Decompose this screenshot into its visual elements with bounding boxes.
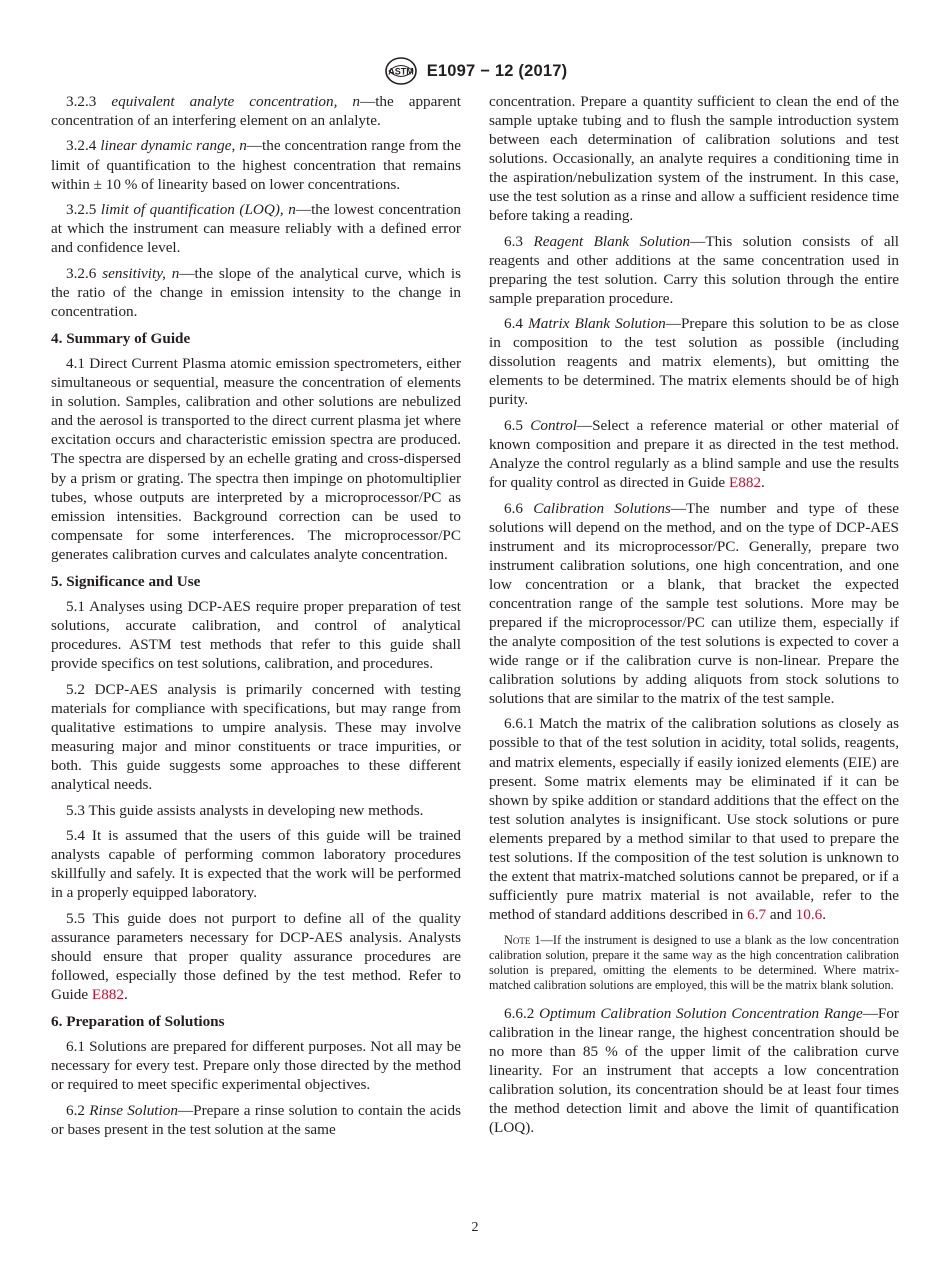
- definition-3-2-4: 3.2.4 linear dynamic range, n—the concentration range from the limit of quantification to the highest concentration that remains within ± 10 % of linearity based on lower concentrations.: [51, 137, 461, 193]
- paragraph-6-5: 6.5 Control—Select a reference material or other material of known composition and prepare it as directed in the test method. Analyze the control regularly as a blind sample and use the results for quality control as directed in Guide E882.: [489, 416, 900, 492]
- note-1: Note 1—If the instrument is designed to use a blank as the low concentration calibration solution, prepare it the same way as the high concentration calibration solution is prepared, omitting the elements to be determined. Where matrix-matched calibration solutions are employed, this will be the matrix blank solution.: [489, 932, 899, 993]
- document-designation: E1097 − 12 (2017): [426, 61, 568, 80]
- page-header: [0, 56, 950, 86]
- paragraph-6-2: 6.2 Rinse Solution—Prepare a rinse solution to contain the acids or bases present in the test solution at the same: [51, 1101, 461, 1138]
- section-heading-6: 6. Preparation of Solutions: [51, 1012, 225, 1030]
- paragraph-5-1: 5.1 Analyses using DCP-AES require proper preparation of test solutions, accurate calibration, and control of analytical procedures. ASTM test methods that refer to this guide shall provide specifics on test solutions, calibration, and procedures.: [51, 598, 461, 673]
- section-heading-5: 5. Significance and Use: [51, 572, 201, 590]
- link-e882[interactable]: E882: [728, 474, 762, 492]
- logo-text: ASTM: [387, 66, 414, 77]
- paragraph-6-6-2: 6.6.2 Optimum Calibration Solution Concentration Range—For calibration in the linear range, the highest concentration should be no more than 85 % of the upper limit of the calibration curve linearity. For an instrument that accepts a low concentration calibration solution, its concentration should be at least four times the method detection limit and above the limit of quantification (LOQ).: [489, 1005, 899, 1137]
- paragraph-6-2-continued: concentration. Prepare a quantity sufficient to clean the end of the sample uptake tubing and to flush the sample introduction system between each determination of calibration solutions and test solutions. Occasionally, an analyte requires a conditioning time in the aspiration/nebulization system of the instrument. In this case, use the test solution as a rinse and allow a sufficient residence time before taking a reading.: [489, 93, 899, 225]
- page-number: 2: [471, 1220, 479, 1235]
- paragraph-6-1: 6.1 Solutions are prepared for different purposes. Not all may be necessary for every test. Prepare only those directed by the method or required to meet specific experimental objectives.: [51, 1038, 461, 1094]
- paragraph-5-4: 5.4 It is assumed that the users of this guide will be trained analysts capable of performing common laboratory procedures skillfully and safely. It is expected that the work will be performed in a properly equipped laboratory.: [51, 826, 461, 902]
- section-heading-4: 4. Summary of Guide: [51, 329, 191, 347]
- paragraph-5-2: 5.2 DCP-AES analysis is primarily concerned with testing materials for compliance with specifications, but may range from qualitative estimations to umpire analysis. These may involve measuring major and minor constituents or trace impurities, or both. This guide suggests some approaches to these different analytical needs.: [51, 680, 461, 794]
- link-section-10-6[interactable]: 10.6: [795, 905, 823, 923]
- paragraph-4-1: 4.1 Direct Current Plasma atomic emission spectrometers, either simultaneous or sequential, measure the concentration of elements in solution. Samples, calibration and other solutions are nebulized and the aerosol is transported to the direct current plasma jet where excitation occurs and characteristic emission spectra are produced. The spectra are dispersed by an echelle grating and cross-dispersed by a prism or grating. The spectra then impinge on photomultiplier tubes, whose outputs are interpreted by a microprocessor/PC as emission intensities. Background correction can be used to compensate for some interferences. The microprocessor/PC generates calibration curves and calculates analyte concentration.: [51, 355, 461, 563]
- paragraph-5-3: 5.3 This guide assists analysts in developing new methods.: [66, 801, 424, 819]
- paragraph-6-4: 6.4 Matrix Blank Solution—Prepare this solution to be as close in composition to the test solution as possible (including dissolution reagents and matrix elements), but omitting the elements to be determined. The matrix elements should be of high purity.: [489, 315, 900, 409]
- definition-3-2-3: 3.2.3 equivalent analyte concentration, n—the apparent concentration of an interfering element on an anlalyte.: [51, 93, 461, 130]
- link-section-6-7[interactable]: 6.7: [747, 905, 767, 923]
- right-column: [489, 92, 899, 1144]
- left-column: [51, 92, 461, 1145]
- definition-3-2-5: 3.2.5 limit of quantification (LOQ), n—the lowest concentration at which the instrument can measure reliably with a defined error and confidence level.: [51, 201, 462, 257]
- paragraph-5-5: 5.5 This guide does not purport to define all of the quality assurance parameters necessary for DCP-AES analysis. Analysts should ensure that proper quality assurance procedures are followed, especially those defined by the test method. Refer to Guide E882.: [51, 909, 461, 1003]
- paragraph-6-3: 6.3 Reagent Blank Solution—This solution consists of all reagents and other additions at the same concentration used in preparing the test solution. Carry this solution through the entire sample preparation procedure.: [489, 232, 900, 307]
- paragraph-6-6: 6.6 Calibration Solutions—The number and type of these solutions will depend on the method, and on the type of DCP-AES instrument and its microprocessor/PC. Generally, prepare two instrument calibration solutions, one high concentration, and one low concentration or a blank, that bracket the expected concentration range of the sample test solutions. More may be prepared if the microprocessor/PC can utilize them, especially if the analyte composition of the test solutions is expected to cover a wide range or if the calibration curve is non-linear. Prepare the calibration solutions by adding aliquots from stock solutions to solutions that are similar to the matrix of the test sample.: [489, 499, 899, 707]
- definition-3-2-6: 3.2.6 sensitivity, n—the slope of the analytical curve, which is the ratio of the change in emission intensity to the change in concentration.: [51, 264, 461, 320]
- astm-logo-icon: [383, 56, 419, 86]
- link-e882[interactable]: E882: [91, 985, 124, 1003]
- paragraph-6-6-1: 6.6.1 Match the matrix of the calibration solutions as closely as possible to that of the test solution in acidity, total solids, reagents, and matrix elements, especially if easily ionized elements (EIE) are present. Some matrix elements may be eliminated if it can be shown by spike addition or standard additions that the effect on the test solution analytes is insignificant. Use stock solutions or pure elements prepared by a method similar to that used to prepare the test solutions. If the composition of the test solution is unknown to the extent that matrix-matched solutions cannot be prepared, or if a sufficiently pure matrix material is not available, refer to the method of standard additions described in 6.7 and 10.6.: [489, 715, 899, 923]
